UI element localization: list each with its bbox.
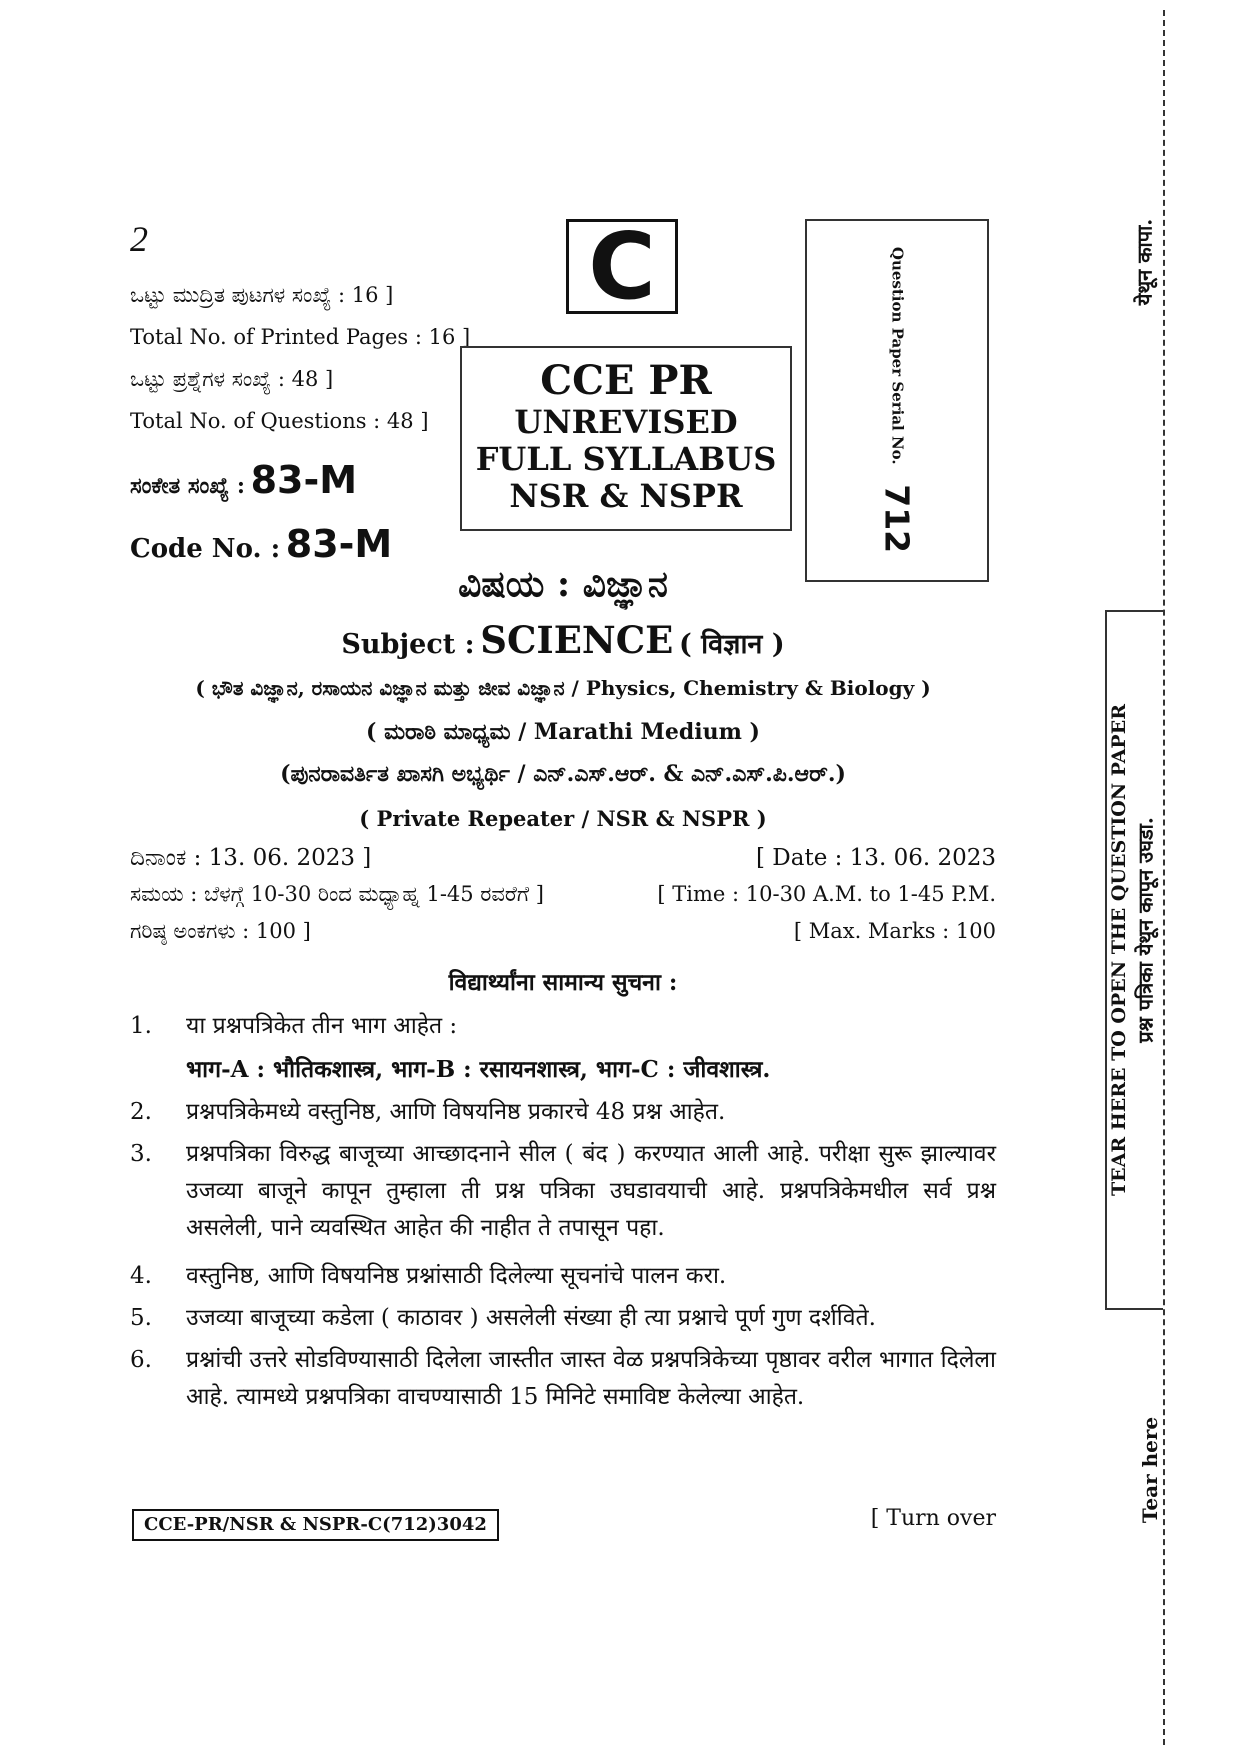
cut-line (1163, 10, 1165, 1745)
date-kn: ದಿನಾಂಕ : 13. 06. 2023 ] (130, 845, 372, 871)
branches-en: Physics, Chemistry & Biology ) (585, 676, 931, 700)
instruction-text: प्रश्नांची उत्तरे सोडविण्यासाठी दिलेला जास्तीत जास्त वेळ प्रश्नपत्रिकेच्या पृष्ठावर वरील भागात दिलेला आहे. त्यामध्ये प्रश्नपत्रिका वाचण्यासाठी 15 मिनिटे समाविष्ट केलेल्या आहेत. (186, 1347, 996, 1410)
exam-type-line3: FULL SYLLABUS (475, 440, 777, 478)
instruction-item (130, 1008, 996, 1045)
tear-main-text-mr: प्रश्न पत्रिका येथून कापून उघडा. (1133, 817, 1158, 1043)
instruction-number: 6. (130, 1347, 152, 1373)
instruction-number: 4. (130, 1263, 152, 1289)
time-row (130, 882, 996, 907)
code-label-kn: ಸಂಕೇತ ಸಂಖ್ಯೆ : (130, 473, 246, 499)
exam-type-line1: CCE PR (540, 357, 712, 404)
date-en: [ Date : 13. 06. 2023 (756, 845, 996, 871)
candidate-type-kn: (ಪುನರಾವರ್ತಿತ ಖಾಸಗಿ ಅಭ್ಯರ್ಥಿ / ಎನ್.ಎಸ್.ಆರ್. & ಎನ್.ಎಸ್.ಪಿ.ಆರ್.) (280, 761, 846, 787)
code-value-kn: 83-M (250, 458, 358, 502)
instruction-item (130, 1136, 996, 1247)
page-number: 2 (130, 219, 148, 259)
printed-pages-kn: ಒಟ್ಟು ಮುದ್ರಿತ ಪುಟಗಳ ಸಂಖ್ಯೆ : 16 ] (130, 283, 394, 307)
subject-kn: ವಿಷಯ : ವಿಜ್ಞಾನ (458, 563, 668, 605)
date-row (130, 845, 996, 871)
instruction-number: 5. (130, 1305, 152, 1331)
exam-type-line2: UNREVISED (514, 403, 738, 441)
instruction-text: प्रश्नपत्रिका विरुद्ध बाजूच्या आच्छादनाने सील ( बंद ) करण्यात आली आहे. परीक्षा सुरू झाल्यावर उजव्या बाजूने कापून तुम्हाला ती प्रश्न पत्रिका उघडावयाची आहे. प्रश्नपत्रिकेमधील सर्व प्रश्न असलेली, पाने व्यवस्थित आहेत की नाहीत ते तपासून पहा. (186, 1141, 996, 1241)
time-kn: ಸಮಯ : ಬೆಳಗ್ಗೆ 10-30 ರಿಂದ ಮಧ್ಯಾಹ್ನ 1-45 ರವರೆಗೆ ] (130, 882, 544, 906)
instruction-item (130, 1300, 996, 1337)
printed-pages-en: Total No. of Printed Pages : 16 ] (130, 325, 471, 349)
code-label-en: Code No. : (130, 534, 281, 564)
candidate-type-en: ( Private Repeater / NSR & NSPR ) (359, 806, 767, 831)
tear-main-text-en: TEAR HERE TO OPEN THE QUESTION PAPER (1108, 704, 1130, 1196)
instruction-text: उजव्या बाजूच्या कडेला ( काठावर ) असलेली संख्या ही त्या प्रश्नाचे पूर्ण गुण दर्शविते. (186, 1305, 876, 1331)
instruction-text: वस्तुनिष्ठ, आणि विषयनिष्ठ प्रश्नांसाठी दिलेल्या सूचनांचे पालन करा. (186, 1263, 727, 1289)
serial-label: Question Paper Serial No. (888, 246, 907, 465)
serial-value: 712 (877, 484, 917, 554)
instructions-heading: विद्यार्थ्यांना सामान्य सुचना : (448, 969, 678, 996)
instruction-text: प्रश्नपत्रिकेमध्ये वस्तुनिष्ठ, आणि विषयनिष्ठ प्रकारचे 48 प्रश्न आहेत. (186, 1099, 726, 1125)
instruction-item (130, 1258, 996, 1295)
instruction-number: 1. (130, 1013, 152, 1039)
marks-kn: ಗರಿಷ್ಠ ಅಂಕಗಳು : 100 ] (130, 919, 311, 943)
version-letter-box: C (566, 219, 678, 314)
instruction-parts-text: भाग-A : भौतिकशास्त्र, भाग-B : रसायनशास्त्र, भाग-C : जीवशास्त्र. (186, 1056, 771, 1083)
branches-kn: ( ಭೌತ ವಿಜ್ಞಾನ, ರಸಾಯನ ವಿಜ್ಞಾನ ಮತ್ತು ಜೀವ ವಿಜ್ಞಾನ / (195, 676, 586, 700)
subject-label: Subject : (341, 629, 475, 660)
instruction-text: या प्रश्नपत्रिकेत तीन भाग आहेत : (186, 1013, 458, 1039)
serial-number (878, 247, 917, 553)
code-value-en: 83-M (285, 522, 393, 566)
exam-type-line4: NSR & NSPR (509, 477, 743, 515)
subject-mr: ( विज्ञान ) (678, 629, 785, 660)
marks-en: [ Max. Marks : 100 (793, 919, 996, 943)
subject-branches (130, 676, 996, 700)
tear-bottom-text: Tear here (1138, 1416, 1162, 1524)
code-number-en (130, 522, 392, 566)
instruction-item (130, 1342, 996, 1416)
instruction-parts (130, 1051, 996, 1088)
marks-row (130, 919, 996, 944)
footer-code: CCE-PR/NSR & NSPR-C(712)3042 (132, 1509, 499, 1541)
instruction-number: 2. (130, 1099, 152, 1125)
exam-type-box (460, 346, 792, 531)
subject-name: SCIENCE (480, 618, 674, 662)
time-en: [ Time : 10-30 A.M. to 1-45 P.M. (657, 882, 996, 906)
questions-count-kn: ಒಟ್ಟು ಪ್ರಶ್ನೆಗಳ ಸಂಖ್ಯೆ : 48 ] (130, 367, 334, 391)
subject-title (130, 618, 996, 662)
questions-count-en: Total No. of Questions : 48 ] (130, 409, 429, 433)
medium: ( ಮರಾಠಿ ಮಾಧ್ಯಮ / Marathi Medium ) (366, 719, 760, 745)
turn-over: [ Turn over (870, 1506, 996, 1531)
instruction-item (130, 1094, 996, 1131)
instruction-number: 3. (130, 1141, 152, 1167)
code-number-kn (130, 458, 357, 502)
tear-top-text: येथून कापा. (1132, 218, 1157, 306)
